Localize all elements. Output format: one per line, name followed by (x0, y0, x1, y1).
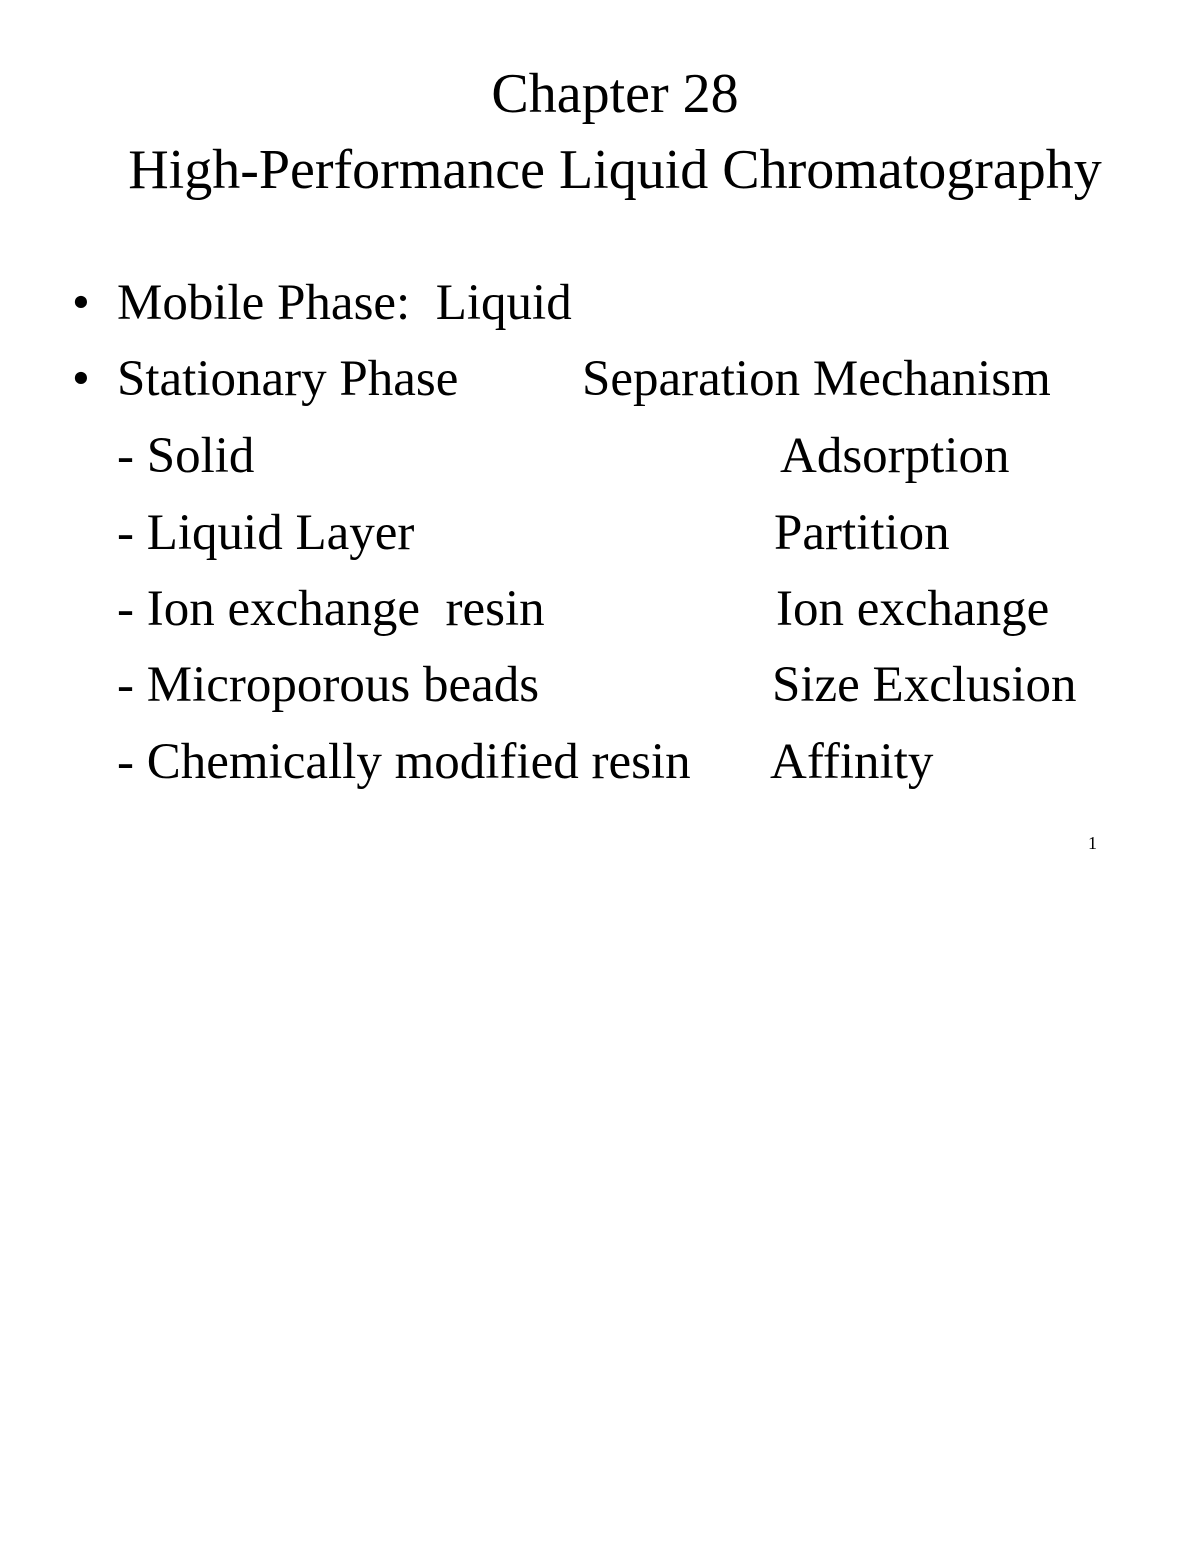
phase-ion-exchange-resin: - Ion exchange resin (117, 581, 545, 637)
phase-solid: - Solid (117, 428, 255, 484)
chapter-title: Chapter 28 (491, 63, 739, 125)
bullet-marker: • (72, 275, 90, 331)
chapter-subtitle: High-Performance Liquid Chromatography (128, 139, 1102, 201)
bullet-marker: • (72, 351, 90, 407)
page-number: 1 (1088, 833, 1097, 853)
mechanism-size-exclusion: Size Exclusion (772, 657, 1077, 713)
mobile-phase-item: Mobile Phase: Liquid (117, 275, 572, 331)
mechanism-partition: Partition (774, 505, 950, 561)
phase-chemically-modified-resin: - Chemically modified resin (117, 734, 691, 790)
mechanism-affinity: Affinity (770, 734, 934, 790)
mechanism-adsorption: Adsorption (780, 428, 1010, 484)
phase-liquid-layer: - Liquid Layer (117, 505, 415, 561)
stationary-phase-header: Stationary Phase (117, 351, 459, 407)
separation-mechanism-header: Separation Mechanism (582, 351, 1051, 407)
phase-microporous-beads: - Microporous beads (117, 657, 540, 713)
mechanism-ion-exchange: Ion exchange (776, 581, 1050, 637)
